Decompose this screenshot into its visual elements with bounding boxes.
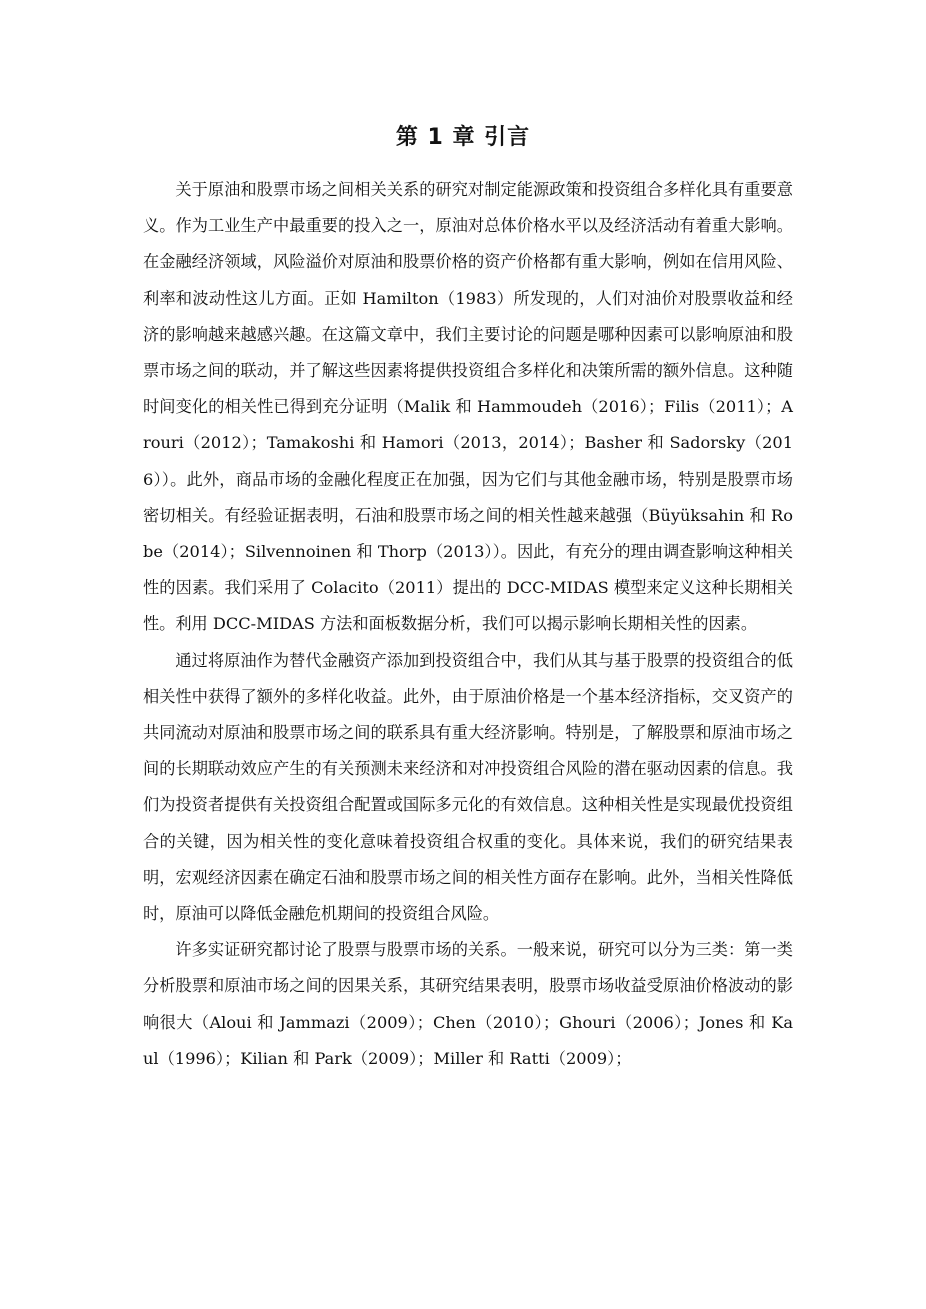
body-text <box>143 172 793 1077</box>
paragraph-1: 关于原油和股票市场之间相关关系的研究对制定能源政策和投资组合多样化具有重要意义。作为工业生产中最重要的投入之一，原油对总体价格水平以及经济活动有着重大影响。在金融经济领域，风险溢价对原油和股票价格的资产价格都有重大影响，例如在信用风险、利率和波动性这儿方面。正如 Hamilton（1983）所发现的，人们对油价对股票收益和经济的影响越来越感兴趣。在这篇文章中，我们主要讨论的问题是哪种因素可以影响原油和股票市场之间的联动，并了解这些因素将提供投资组合多样化和决策所需的额外信息。这种随时间变化的相关性已得到充分证明（Malik 和 Hammoudeh（2016）；Filis（2011）；Arouri（2012）；Tamakoshi 和 Hamori（2013，2014）；Basher 和 Sadorsky（2016））。此外，商品市场的金融化程度正在加强，因为它们与其他金融市场，特别是股票市场密切相关。有经验证据表明，石油和股票市场之间的相关性越来越强（Büyüksahin 和 Robe（2014）；Silvennoinen 和 Thorp（2013））。因此，有充分的理由调查影响这种相关性的因素。我们采用了 Colacito（2011）提出的 DCC-MIDAS 模型来定义这种长期相关性。利用 DCC-MIDAS 方法和面板数据分析，我们可以揭示影响长期相关性的因素。 <box>143 180 793 634</box>
paragraph-3: 许多实证研究都讨论了股票与股票市场的关系。一般来说，研究可以分为三类：第一类分析股票和原油市场之间的因果关系，其研究结果表明，股票市场收益受原油价格波动的影响很大（Aloui 和 Jammazi（2009）；Chen（2010）；Ghouri（2006）；Jones 和 Kaul（1996）；Kilian 和 Park（2009）；Miller 和 Ratti（2009）； <box>143 940 793 1068</box>
paragraph-2: 通过将原油作为替代金融资产添加到投资组合中，我们从其与基于股票的投资组合的低相关性中获得了额外的多样化收益。此外，由于原油价格是一个基本经济指标，交叉资产的共同流动对原油和股票市场之间的联系具有重大经济影响。特别是，了解股票和原油市场之间的长期联动效应产生的有关预测未来经济和对冲投资组合风险的潜在驱动因素的信息。我们为投资者提供有关投资组合配置或国际多元化的有效信息。这种相关性是实现最优投资组合的关键，因为相关性的变化意味着投资组合权重的变化。具体来说，我们的研究结果表明，宏观经济因素在确定石油和股票市场之间的相关性方面存在影响。此外，当相关性降低时，原油可以降低金融危机期间的投资组合风险。 <box>143 650 793 924</box>
chapter-title: 第 1 章 引言 <box>395 125 531 150</box>
